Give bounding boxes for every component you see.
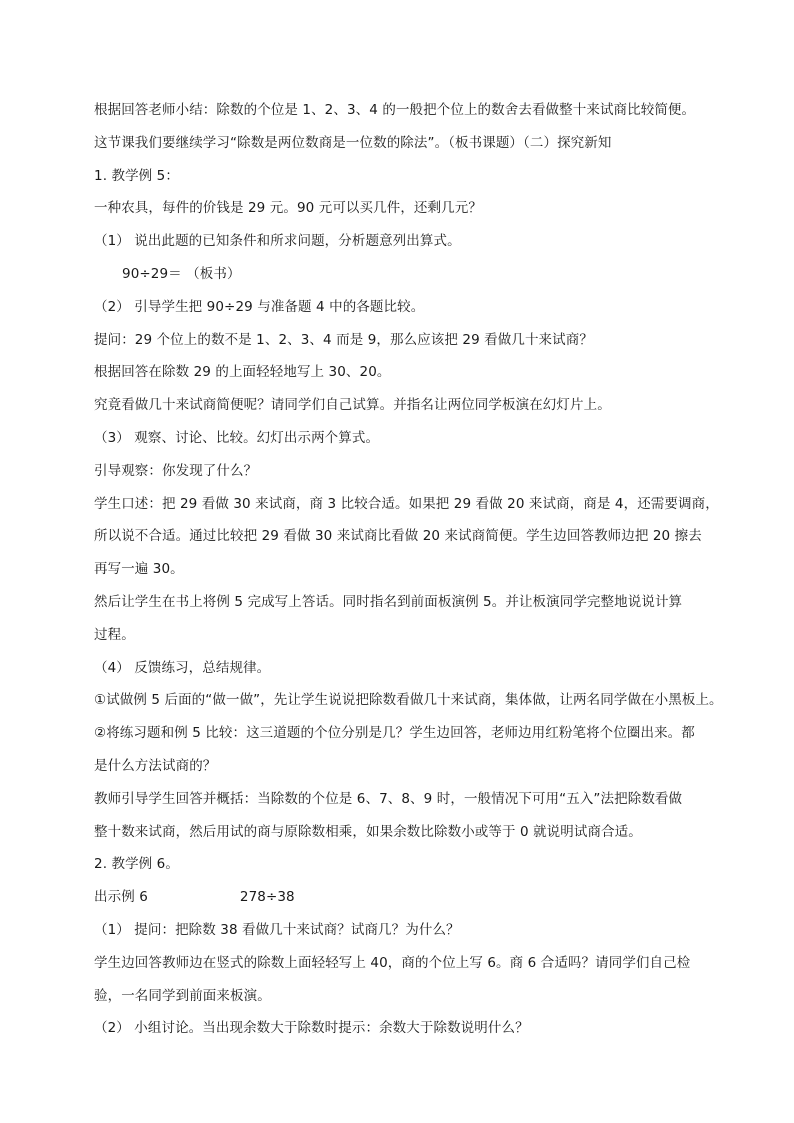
document-body (94, 100, 724, 1051)
example-line (94, 887, 724, 907)
text-line: 再写一遍 30。 (94, 561, 184, 578)
equation-line: 90÷29＝ （板书） (122, 265, 241, 282)
text-line: （1） 说出此题的已知条件和所求问题，分析题意列出算式。 (94, 233, 461, 250)
text-line: ②将练习题和例 5 比较：这三道题的个位分别是几？学生边回答，老师边用红粉笔将个位圈出来。都 (94, 725, 695, 742)
text-line: 这节课我们要继续学习“除数是两位数商是一位数的除法”。（板书课题）（二）探究新知 (94, 134, 612, 151)
text-line: 验，一名同学到前面来板演。 (94, 987, 271, 1004)
text-line: （2） 引导学生把 90÷29 与准备题 4 中的各题比较。 (94, 298, 425, 315)
text-line: 过程。 (94, 626, 135, 643)
text-line: 引导观察：你发现了什么？ (94, 462, 258, 479)
text-line: 1. 教学例 5： (94, 167, 179, 184)
text-line: 学生边回答教师边在竖式的除数上面轻轻写上 40，商的个位上写 6。商 6 合适吗？请同学们自己检 (94, 954, 691, 971)
text-line: 一种农具，每件的价钱是 29 元。90 元可以买几件，还剩几元？ (94, 200, 482, 217)
example-label: 出示例 6 (94, 889, 148, 906)
text-line: （1） 提问：把除数 38 看做几十来试商？试商几？为什么？ (94, 921, 460, 938)
text-line: 提问：29 个位上的数不是 1、2、3、4 而是 9，那么应该把 29 看做几十来试商？ (94, 331, 593, 348)
text-line: （4） 反馈练习，总结规律。 (94, 659, 271, 676)
text-line: 是什么方法试商的？ (94, 757, 217, 774)
text-line: （2） 小组讨论。当出现余数大于除数时提示：余数大于除数说明什么？ (94, 1020, 529, 1037)
text-line: （3） 观察、讨论、比较。幻灯出示两个算式。 (94, 429, 380, 446)
text-line: 所以说不合适。通过比较把 29 看做 30 来试商比看做 20 来试商简便。学生边回答教师边把 20 擦去 (94, 528, 702, 545)
text-line: 究竟看做几十来试商简便呢？请同学们自己试算。并指名让两位同学板演在幻灯片上。 (94, 397, 611, 414)
text-line: 学生口述：把 29 看做 30 来试商，商 3 比较合适。如果把 29 看做 20 来试商，商是 4，还需要调商， (94, 495, 719, 512)
text-line: 根据回答在除数 29 的上面轻轻地写上 30、20。 (94, 364, 391, 381)
text-line: ①试做例 5 后面的“做一做”，先让学生说说把除数看做几十来试商，集体做，让两名同学做在小黑板上。 (94, 692, 723, 709)
text-line: 然后让学生在书上将例 5 完成写上答话。同时指名到前面板演例 5。并让板演同学完整地说说计算 (94, 593, 683, 610)
text-line: 教师引导学生回答并概括：当除数的个位是 6、7、8、9 时，一般情况下可用“五入”法把除数看做 (94, 790, 683, 807)
text-line: 整十数来试商，然后用试的商与原除数相乘，如果余数比除数小或等于 0 就说明试商合适。 (94, 823, 642, 840)
text-line: 根据回答老师小结：除数的个位是 1、2、3、4 的一般把个位上的数舍去看做整十来试商比较简便。 (94, 102, 696, 118)
text-line: 2. 教学例 6。 (94, 856, 179, 873)
example-equation: 278÷38 (239, 889, 295, 906)
